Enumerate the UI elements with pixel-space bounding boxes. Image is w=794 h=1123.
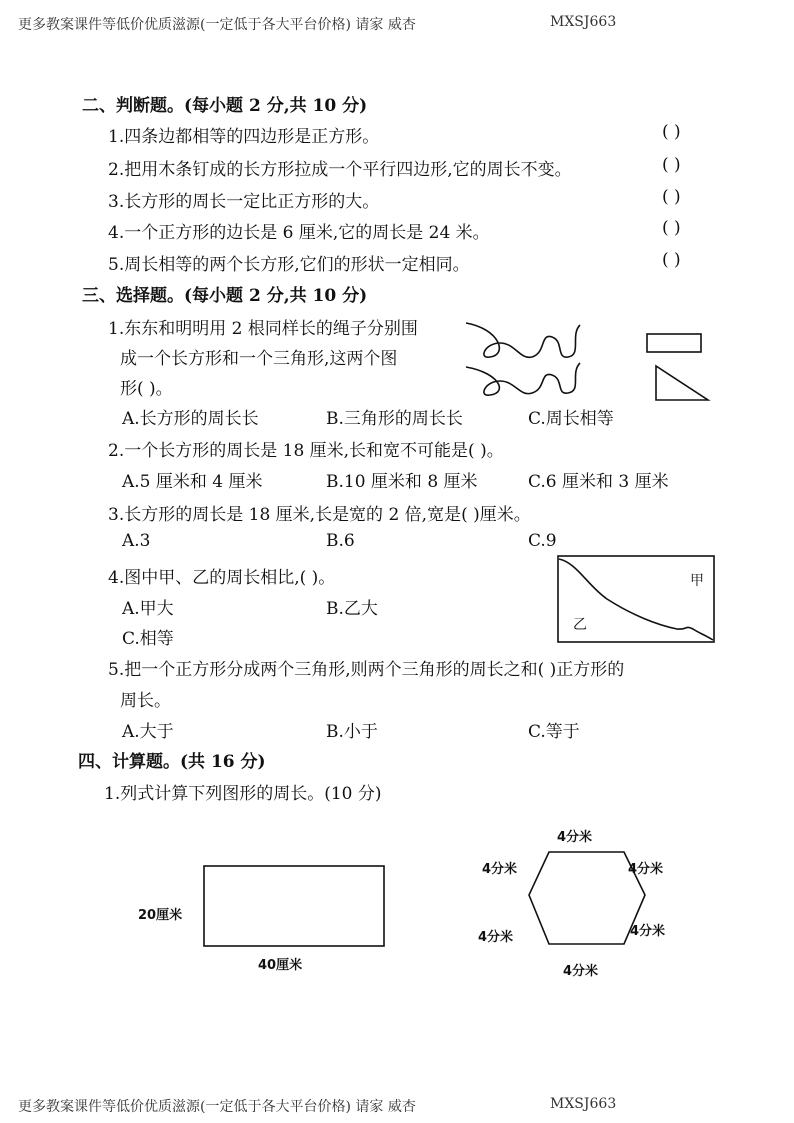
choice-q1-line-1: 1.东东和明明用 2 根同样长的绳子分别围: [108, 319, 418, 339]
footer-text: 更多教案课件等低价优质滋源(一定低于各大平台价格) 请家 威杏: [18, 1099, 416, 1115]
hex-side-upper-right: 4分米: [628, 862, 664, 877]
q4-option-a[interactable]: A.甲大: [122, 599, 174, 619]
hex-side-bottom: 4分米: [563, 964, 599, 979]
q4-option-c[interactable]: C.相等: [122, 629, 174, 649]
rectangle-shape: [645, 332, 705, 354]
choice-q5-line-1: 5.把一个正方形分成两个三角形,则两个三角形的周长之和( )正方形的: [108, 660, 625, 680]
hex-side-upper-left: 4分米: [482, 862, 518, 877]
section-2-title: 二、判断题。(每小题 2 分,共 10 分): [82, 96, 368, 116]
q1-option-c[interactable]: C.周长相等: [528, 409, 614, 429]
choice-q5-line-2: 周长。: [120, 691, 171, 711]
judge-item-4: 4.一个正方形的边长是 6 厘米,它的周长是 24 米。: [108, 223, 490, 243]
choice-q1-line-3: 形( )。: [120, 379, 173, 399]
choice-q3: 3.长方形的周长是 18 厘米,长是宽的 2 倍,宽是( )厘米。: [108, 505, 531, 525]
answer-blank-3[interactable]: ( ): [662, 187, 681, 207]
q5-option-c[interactable]: C.等于: [528, 722, 580, 742]
hex-side-lower-left: 4分米: [478, 930, 514, 945]
q4-option-b[interactable]: B.乙大: [326, 599, 378, 619]
rect-height-label: 20厘米: [138, 908, 183, 923]
section-4-title: 四、计算题。(共 16 分): [78, 752, 266, 772]
q3-option-a[interactable]: A.3: [122, 531, 151, 551]
choice-q1-line-2: 成一个长方形和一个三角形,这两个图: [120, 349, 398, 369]
label-yi: 乙: [573, 617, 587, 633]
q3-option-c[interactable]: C.9: [528, 531, 557, 551]
rope-figure: [460, 315, 640, 395]
judge-item-1: 1.四条边都相等的四边形是正方形。: [108, 127, 380, 147]
calc-q1: 1.列式计算下列图形的周长。(10 分): [104, 784, 382, 804]
answer-blank-4[interactable]: ( ): [662, 218, 681, 238]
answer-blank-1[interactable]: ( ): [662, 122, 681, 142]
q2-option-b[interactable]: B.10 厘米和 8 厘米: [326, 472, 478, 492]
q2-option-a[interactable]: A.5 厘米和 4 厘米: [122, 472, 263, 492]
answer-blank-5[interactable]: ( ): [662, 250, 681, 270]
header-code: MXSJ663: [550, 14, 617, 30]
q2-option-c[interactable]: C.6 厘米和 3 厘米: [528, 472, 669, 492]
triangle-shape: [652, 364, 712, 404]
judge-item-2: 2.把用木条钉成的长方形拉成一个平行四边形,它的周长不变。: [108, 160, 572, 180]
footer-code: MXSJ663: [550, 1096, 617, 1112]
choice-q2: 2.一个长方形的周长是 18 厘米,长和宽不可能是( )。: [108, 441, 504, 461]
judge-item-3: 3.长方形的周长一定比正方形的大。: [108, 192, 380, 212]
header-text: 更多教案课件等低价优质滋源(一定低于各大平台价格) 请家 威杏: [18, 17, 416, 33]
choice-q4: 4.图中甲、乙的周长相比,( )。: [108, 568, 336, 588]
judge-item-5: 5.周长相等的两个长方形,它们的形状一定相同。: [108, 255, 470, 275]
q5-option-b[interactable]: B.小于: [326, 722, 378, 742]
q1-option-a[interactable]: A.长方形的周长长: [122, 409, 259, 429]
hex-side-top: 4分米: [557, 830, 593, 845]
section-3-title: 三、选择题。(每小题 2 分,共 10 分): [82, 286, 368, 306]
label-jia: 甲: [690, 573, 704, 589]
answer-blank-2[interactable]: ( ): [662, 155, 681, 175]
hex-side-lower-right: 4分米: [630, 924, 666, 939]
rect-width-label: 40厘米: [258, 958, 303, 973]
q1-option-b[interactable]: B.三角形的周长长: [326, 409, 463, 429]
q3-option-b[interactable]: B.6: [326, 531, 355, 551]
q5-option-a[interactable]: A.大于: [122, 722, 174, 742]
calc-rectangle: [200, 862, 390, 952]
